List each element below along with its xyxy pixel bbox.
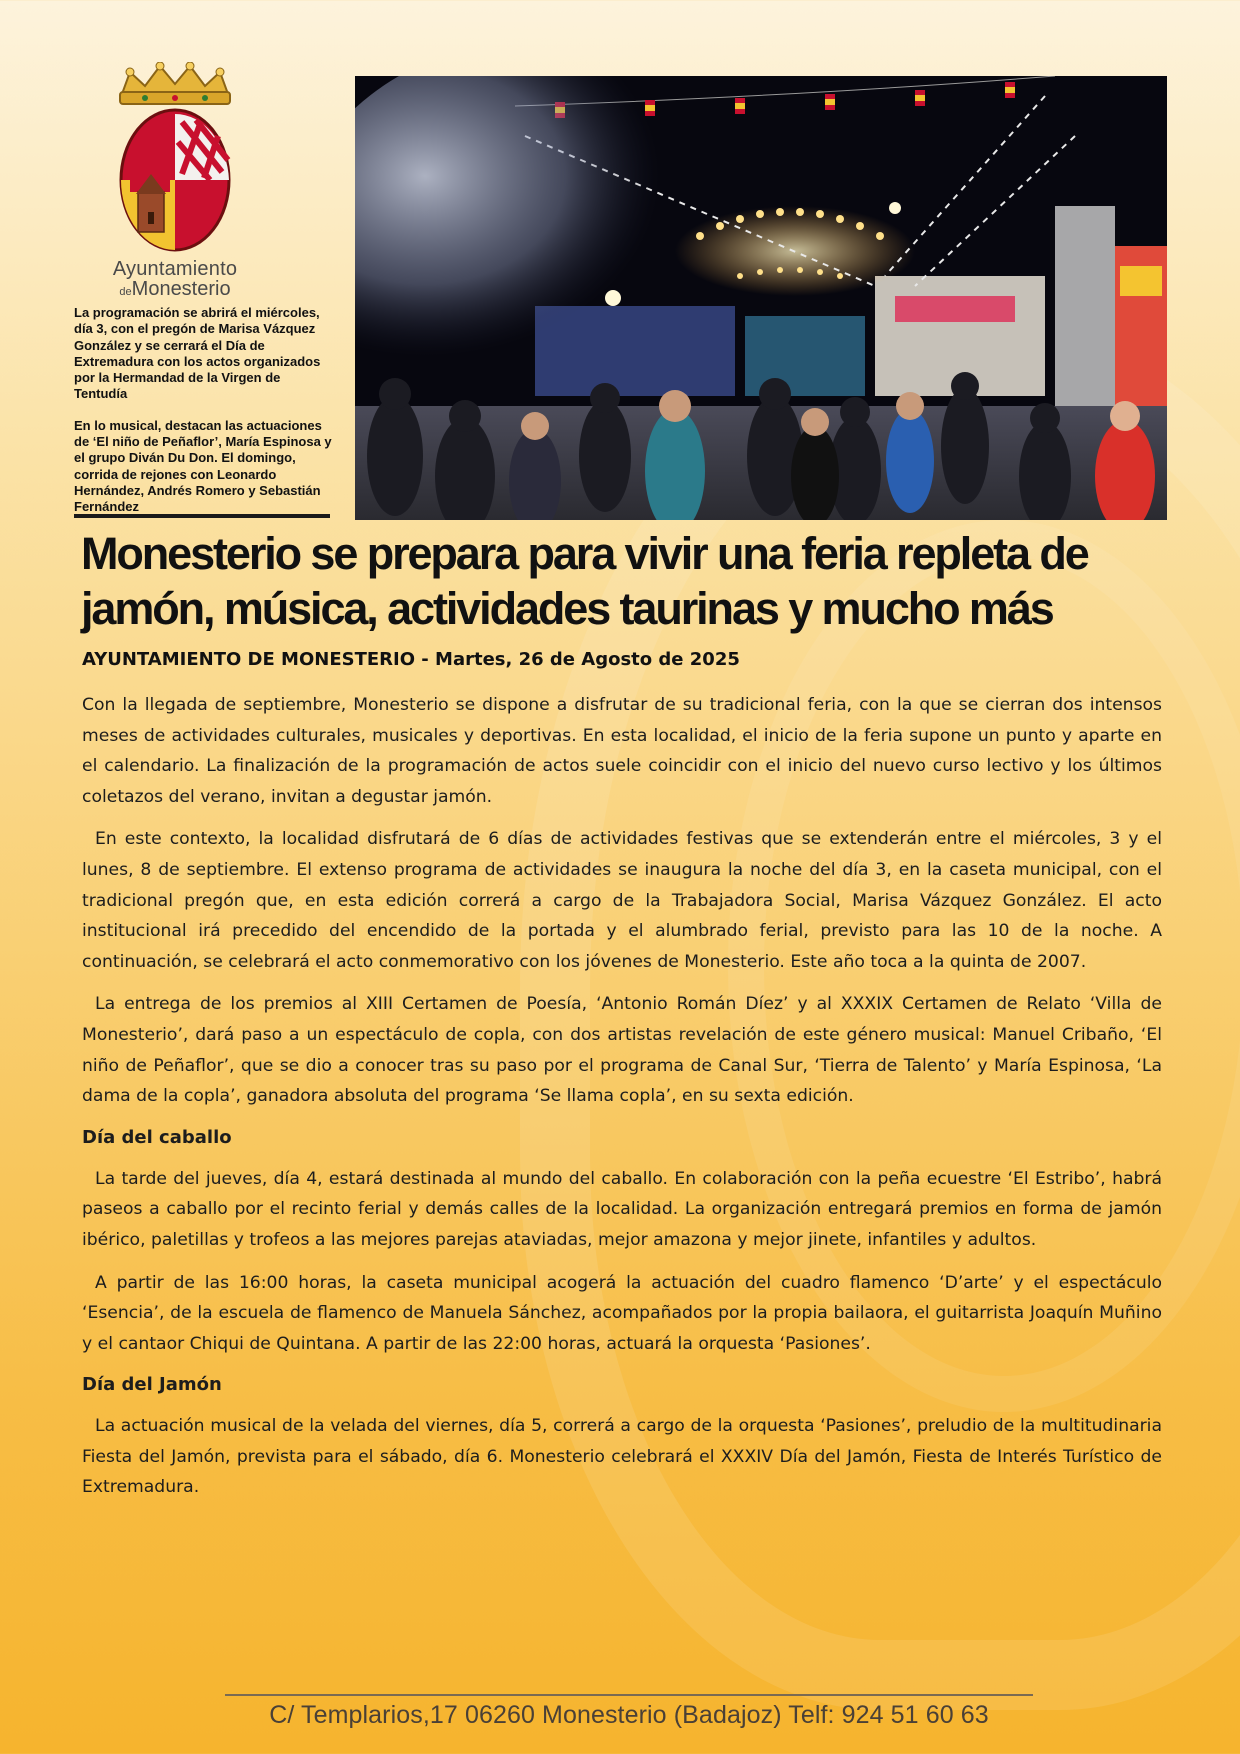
article-paragraph: La entrega de los premios al XIII Certamen de Poesía, ‘Antonio Román Díez’ y al XXXIX Certamen de Relato ‘Villa de Monesterio’, dará paso a un espectáculo de copla, con dos artistas revelación de este género musical: Manuel Cribaño, ‘El niño de Peñaflor’, que se dio a conocer tras su paso por el programa de Canal Sur, ‘Tierra de Talento’ y María Espinosa, ‘La dama de la copla’, ganadora absoluta del programa ‘Se llama copla’, en su sexta edición. bbox=[82, 994, 1162, 1107]
crown-icon bbox=[120, 62, 230, 104]
shield-icon bbox=[121, 110, 229, 250]
article-paragraph: La tarde del jueves, día 4, estará destinada al mundo del caballo. En colaboración con la peña ecuestre ‘El Estribo’, habrá paseos a caballo por el recinto ferial y demás calles de la localidad. La organización entregará premios en forma de jamón ibérico, paletillas y trofeos a las mejores parejas ataviadas, mejor amazona y mejor jinete, infantiles y adultos. bbox=[82, 1168, 1162, 1250]
article-body bbox=[82, 690, 1162, 1515]
article-paragraph: En este contexto, la localidad disfrutará de 6 días de actividades festivas que se extenderán entre el miércoles, 3 y el lunes, 8 de septiembre. El extenso programa de actividades se inaugura la noche del día 3, en la caseta municipal, con el tradicional pregón que, en esta edición correrá a cargo de la Trabajadora Social, Marisa Vázquez González. El acto institucional irá precedido del encendido de la portada y el alumbrado ferial, previsto para las 10 de la noche. A continuación, se celebrará el acto conmemorativo con los jóvenes de Monesterio. Este año toca a la quinta de 2007. bbox=[82, 829, 1162, 972]
sidebar-paragraph: En lo musical, destacan las actuaciones de ‘El niño de Peñaflor’, María Espinosa y el grupo Diván Du Don. El domingo, corrida de rejones con Leonardo Hernández, Andrés Romero y Sebastián Fernández bbox=[74, 417, 332, 515]
sidebar-summary bbox=[74, 305, 332, 531]
sidebar-paragraph: La programación se abrirá el miércoles, día 3, con el pregón de Marisa Vázquez González y se cerrará el Día de Extremadura con los actos organizados por la Hermandad de la Virgen de Tentudía bbox=[74, 305, 321, 402]
brand-name-de: de bbox=[119, 286, 132, 298]
fair-night-photo bbox=[355, 76, 1167, 520]
article-paragraph: A partir de las 16:00 horas, la caseta municipal acogerá la actuación del cuadro flamenco ‘D’arte’ y el espectáculo ‘Esencia’, de la escuela de flamenco de Manuela Sánchez, acompañados por la propia bailaora, el guitarrista Joaquín Muñino y el cantaor Chiqui de Quintana. A partir de las 22:00 horas, actuará la orquesta ‘Pasiones’. bbox=[82, 1272, 1162, 1354]
article-paragraph: La actuación musical de la velada del viernes, día 5, correrá a cargo de la orquesta ‘Pasiones’, preludio de la multitudinaria Fiesta del Jamón, prevista para el sábado, día 6. Monesterio celebrará el XXXIV Día del Jamón, Fiesta de Interés Turístico de Extremadura. bbox=[82, 1416, 1162, 1498]
section-heading-jamon: Día del Jamón bbox=[82, 1374, 222, 1396]
brand-name-line1: Ayuntamiento bbox=[112, 258, 238, 280]
footer-divider bbox=[225, 1694, 1033, 1696]
section-heading-caballo: Día del caballo bbox=[82, 1126, 232, 1148]
brand-name-monesterio: Monesterio bbox=[131, 278, 231, 300]
brand-name-line2 bbox=[82, 278, 268, 301]
sidebar-divider bbox=[74, 514, 330, 518]
footer-address: C/ Templarios,17 06260 Monesterio (Badajoz) Telf: 924 51 60 63 bbox=[269, 1701, 989, 1729]
article-byline: AYUNTAMIENTO DE MONESTERIO - Martes, 26 de Agosto de 2025 bbox=[82, 649, 740, 670]
article-paragraph: Con la llegada de septiembre, Monesterio se dispone a disfrutar de su tradicional feria, con la que se cierran dos intensos meses de actividades culturales, musicales y deportivas. En esta localidad, el inicio de la feria supone un punto y aparte en el calendario. La finalización de la programación de actos suele coincidir con el inicio del nuevo curso lectivo y los últimos coletazos del verano, invitan a degustar jamón. bbox=[82, 695, 1162, 807]
article-title: Monesterio se prepara para vivir una feria repleta de jamón, música, actividades taurinas y mucho más bbox=[81, 528, 1088, 634]
